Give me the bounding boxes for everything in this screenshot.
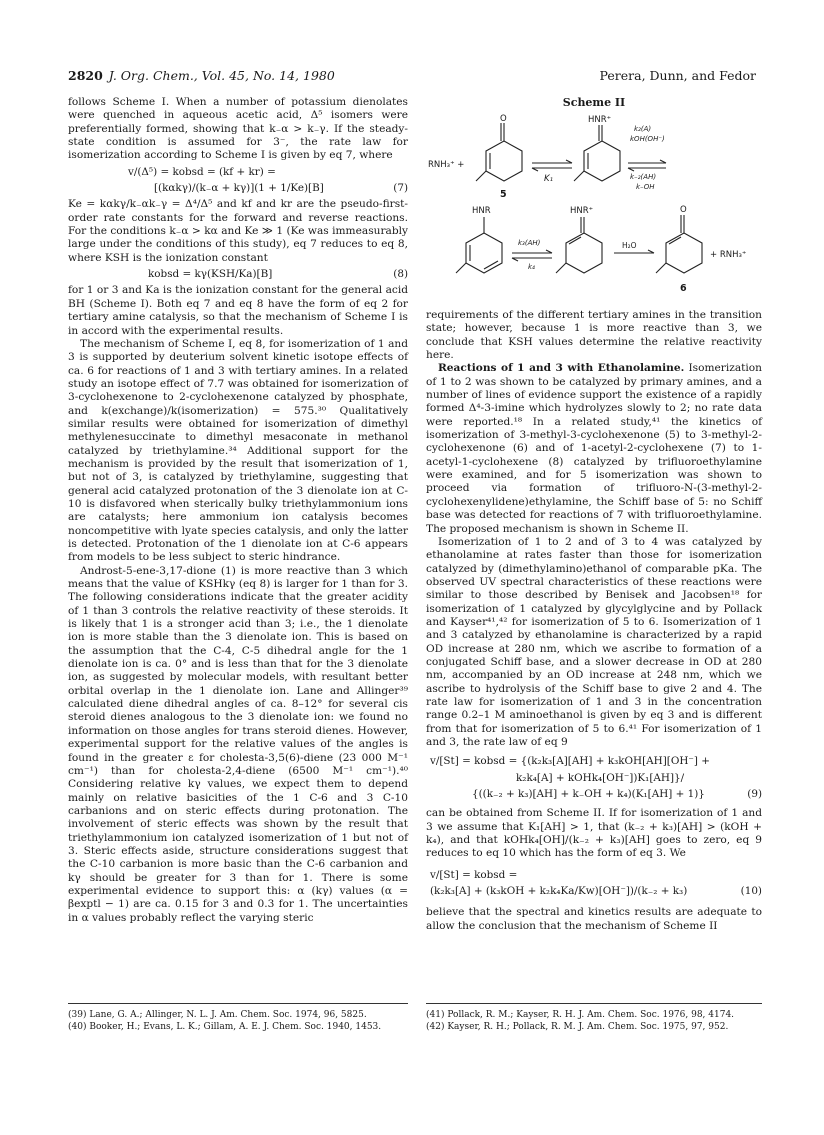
label-rnh3-plus: RNH₃⁺ + xyxy=(428,160,465,171)
ring-conj-iminium xyxy=(566,233,602,273)
equation-10-body: (k₂k₃[A] + (k₃kOH + k₂k₄Ka/Kw)[OH⁻])/(k₋₂ + k₃) xyxy=(430,885,688,898)
equation-7-number: (7) xyxy=(393,182,408,195)
equation-7-line-1: v/(Δ⁵) = kobsd = (kf + kr) = xyxy=(128,165,276,178)
footnote-39: (39) Lane, G. A.; Allinger, N. L. J. Am. Chem. Soc. 1974, 96, 5825. xyxy=(68,1010,367,1020)
equation-10-line-2 xyxy=(426,885,762,898)
left-paragraph-2: Ke = kαkγ/k₋αk₋γ = Δ⁴/Δ⁵ and kf and kr are the pseudo-first-order rate constants for the forward and reverse reactions. For the conditions k₋α > kα and Ke ≫ 1 (Ke was immeasurably large under the conditions of this study), eq 7 reduces to eq 8, where KSH is the ionization constant xyxy=(68,198,408,264)
footnotes-right xyxy=(426,1010,762,1033)
header-left xyxy=(68,68,335,83)
footnotes-left xyxy=(68,1010,408,1033)
label-h2o: H₂O xyxy=(622,241,637,251)
left-paragraph-3: for 1 or 3 and Ka is the ionization constant for the general acid BH (Scheme I). Both eq 7 and eq 8 have the form of eq 2 for tertiary amine catalysis, so that the mechanism of Scheme I is in accord with the experimental results. xyxy=(68,284,408,337)
label-k2a: k₂(A) xyxy=(634,125,652,134)
right-column xyxy=(426,96,762,933)
label-km2-ah: k₋₂(AH) xyxy=(630,173,657,182)
equation-10-number: (10) xyxy=(740,885,762,898)
label-hnr-plus-mid: HNR⁺ xyxy=(570,206,594,217)
label-compound-5: 5 xyxy=(500,189,507,201)
left-paragraph-1: follows Scheme I. When a number of potassium dienolates were quenched in aqueous acetic acid, Δ⁵ isomers were preferentially formed, showing that k₋α > k₋γ. If the steady-state condition is assumed for 3⁻, the rate law for isomerization according to Scheme I is given by eq 7, where xyxy=(68,96,408,162)
running-header xyxy=(68,68,756,86)
left-paragraph-5: Androst-5-ene-3,17-dione (1) is more reactive than 3 which means that the value of KSHkγ (eq 8) is larger for 1 than for 3. The following considerations indicate that the greater acidity of 1 than 3 controls the relative reactivity of these steroids. It is likely that 1 is a stronger acid than 3; i.e., the 1 dienolate ion is more stable than the 3 dienolate ion. This is based on the assumption that the C-4, C-5 dihedral angle for the 1 dienolate ion is ca. 0° and is less than that for the 3 dienolate ion, as suggested by molecular models, with resultant better orbital overlap in the 1 dienolate ion. Lane and Allinger³⁹ calculated diene dihedral angles of ca. 8–12° for several cis steroid dienes analogous to the 3 dienolate ion: we found no information on those angles for trans steroid dienes. However, experimental support for the relative values of the angles is found in the greater ε for cholesta-3,5(6)-diene (23 000 M⁻¹ cm⁻¹) than for cholesta-2,4-diene (6500 M⁻¹ cm⁻¹).⁴⁰ Considering relative kγ values, we expect them to depend mainly on relative basicities of the 1 C-6 and 3 C-10 carbanions and on steric effects during protonation. The involvement of steric effects was shown by the result that triethylammonium ion catalyzed isomerization of 1 but not of 3. Steric effects aside, structure considerations suggest that the C-10 carbanion is more basic than the C-6 carbanion and kγ should be greater for 3 than for 1. There is some experimental evidence to support this: α (kγ) values (α = βexptl − 1) are ca. 0.15 for 3 and 0.3 for 1. The uncertainties in α values probably reflect the varying steric xyxy=(68,564,408,924)
label-hnr-plus-top: HNR⁺ xyxy=(588,115,612,126)
left-column xyxy=(68,96,408,925)
scheme-ii-figure xyxy=(426,96,762,309)
equation-9-body: {((k₋₂ + k₃)[AH] + k₋OH + k₄)(K₁[AH] + 1)} xyxy=(472,788,705,801)
scheme-ii-drawing xyxy=(426,111,762,309)
right-paragraph-3: Isomerization of 1 to 2 and of 3 to 4 was catalyzed by ethanolamine at rates faster than those for isomerization catalyzed by (dimethylamino)ethanol of comparable pKa. The observed UV spectral characteristics of these reactions were similar to those described by Benisek and Jacobsen¹⁸ for isomerization of 1 catalyzed by glycylglycine and by Pollack and Kayser⁴¹,⁴² for isomerization of 5 to 6. Isomerization of 1 and 3 catalyzed by ethanolamine is characterized by a rapid OD increase at 280 nm, which we ascribe to formation of a conjugated Schiff base, and a slower decrease in OD at 280 nm, accompanied by an OD increase at 248 nm, which we ascribe to hydrolysis of the Schiff base to give 2 and 4. The rate law for isomerization of 1 and 3 in the concentration range 0.2–1 M aminoethanol is given by eq 3 and is different from that for isomerization of 5 to 6.⁴¹ For isomerization of 1 and 3, the rate law of eq 9 xyxy=(426,535,762,748)
footnote-rule-left xyxy=(68,1003,408,1004)
footnote-41: (41) Pollack, R. M.; Kayser, R. H. J. Am. Chem. Soc. 1976, 98, 4174. xyxy=(426,1010,735,1020)
equation-9-number: (9) xyxy=(747,788,762,801)
right-paragraph-2 xyxy=(426,362,762,535)
methyl-5 xyxy=(476,171,486,181)
footnote-42: (42) Kayser, R. H.; Pollack, R. M. J. Am. Chem. Soc. 1975, 97, 952. xyxy=(426,1021,729,1032)
equation-8 xyxy=(68,268,408,281)
label-km-oh: k₋OH xyxy=(636,183,655,192)
label-k4: k₄ xyxy=(528,263,535,272)
ring-5 xyxy=(486,141,522,181)
footnote-rule-right xyxy=(426,1003,762,1004)
label-k1: K₁ xyxy=(544,174,553,185)
equation-8-body: kobsd = kγ(KSH/Ka)[B] xyxy=(148,268,273,281)
left-paragraph-4: The mechanism of Scheme I, eq 8, for isomerization of 1 and 3 is supported by deuterium solvent kinetic isotope effects of ca. 6 for reactions of 1 and 3 with tertiary amines. In a related study an isotope effect of 7.7 was obtained for isomerization of 3-cyclohexenone to 2-cyclohexenone catalyzed by phosphate, and k(exchange)/k(isomerization) = 575.³⁰ Qualitatively similar results were obtained for isomerization of dimethyl methylenesuccinate to dimethyl mesaconate in methanol catalyzed by triethylamine.³⁴ Additional support for the mechanism is provided by the result that isomerization of 1, but not of 3, is catalyzed by triethylamine, suggesting that general acid catalyzed protonation of the 3 dienolate ion at C-10 is disfavored when sterically bulky triethylammonium ions are catalysts; here ammonium ion catalysis becomes noncompetitive with lyate species catalysis, and only the latter is detected. Protonation of the 1 dienolate ion at C-6 appears from models to be less subject to steric hindrance. xyxy=(68,337,408,564)
footnote-40: (40) Booker, H.; Evans, L. K.; Gillam, A. E. J. Chem. Soc. 1940, 1453. xyxy=(68,1021,382,1032)
equation-9-line-2: k₂k₄[A] + kOHk₄[OH⁻])K₁[AH]}/ xyxy=(516,771,685,784)
journal-citation: J. Org. Chem., Vol. 45, No. 14, 1980 xyxy=(108,68,335,83)
label-plus-rnh3: + RNH₃⁺ xyxy=(710,250,747,261)
label-k3-ah: k₃(AH) xyxy=(518,239,541,248)
scheme-title: Scheme II xyxy=(562,96,626,109)
page-number: 2820 xyxy=(68,68,103,83)
equation-7-body: [(kαkγ)/(k₋α + kγ)](1 + 1/Ke)[B] xyxy=(154,182,324,195)
label-hnr: HNR xyxy=(472,206,491,217)
ring-enamine xyxy=(466,233,502,273)
label-koh-oh: kOH(OH⁻) xyxy=(630,135,665,144)
ring-iminium xyxy=(584,141,620,181)
right-paragraph-5: believe that the spectral and kinetics results are adequate to allow the conclusion that the mechanism of Scheme II xyxy=(426,906,762,932)
equation-9-line-3 xyxy=(426,788,762,801)
equation-10-line-1: v/[St] = kobsd = xyxy=(430,868,518,881)
right-paragraph-2-body: Isomerization of 1 to 2 was shown to be catalyzed by primary amines, and a number of lines of evidence support the existence of a rapidly formed Δ⁴-3-imine which hydrolyzes slowly to 2; no rate data were reported.¹⁸ In a related study,⁴¹ the kinetics of isomerization of 3-methyl-3-cyclohexenone (5) to 3-methyl-2-cyclohexenone (6) and of 1-acetyl-2-cyclohexene (7) to 1-acetyl-1-cyclohexene (8) catalyzed by trifluoroethylamine were examined, and for 5 isomerization was shown to proceed via formation of trifluoro-N-(3-methyl-2-cyclohexenylidene)ethylamine, the Schiff base of 5: no Schiff base was detected for reactions of 7 with trifluoroethylamine. The proposed mechanism is shown in Scheme II. xyxy=(426,362,762,535)
equation-9-line-1: v/[St] = kobsd = {(k₂k₃[A][AH] + k₃kOH[AH][OH⁻] + xyxy=(430,755,710,768)
label-oxygen-6: O xyxy=(680,205,687,216)
label-compound-6: 6 xyxy=(680,283,687,295)
equation-8-number: (8) xyxy=(393,268,408,281)
equation-7-line-2 xyxy=(68,182,408,195)
header-authors: Perera, Dunn, and Fedor xyxy=(599,68,756,83)
label-oxygen-5: O xyxy=(500,114,507,125)
section-heading: Reactions of 1 and 3 with Ethanolamine. xyxy=(438,362,685,375)
right-paragraph-1: requirements of the different tertiary amines in the transition state; however, because 1 is more reactive than 3, we conclude that KSH values determine the relative reactivity here. xyxy=(426,309,762,362)
right-paragraph-4: can be obtained from Scheme II. If for isomerization of 1 and 3 we assume that K₁[AH] > 1, that (k₋₂ + k₃)[AH] > (kOH + k₄), and that kOHk₄[OH]/(k₋₂ + k₃)[AH] goes to zero, eq 9 reduces to eq 10 which has the form of eq 3. We xyxy=(426,807,762,860)
ring-6 xyxy=(666,233,702,273)
